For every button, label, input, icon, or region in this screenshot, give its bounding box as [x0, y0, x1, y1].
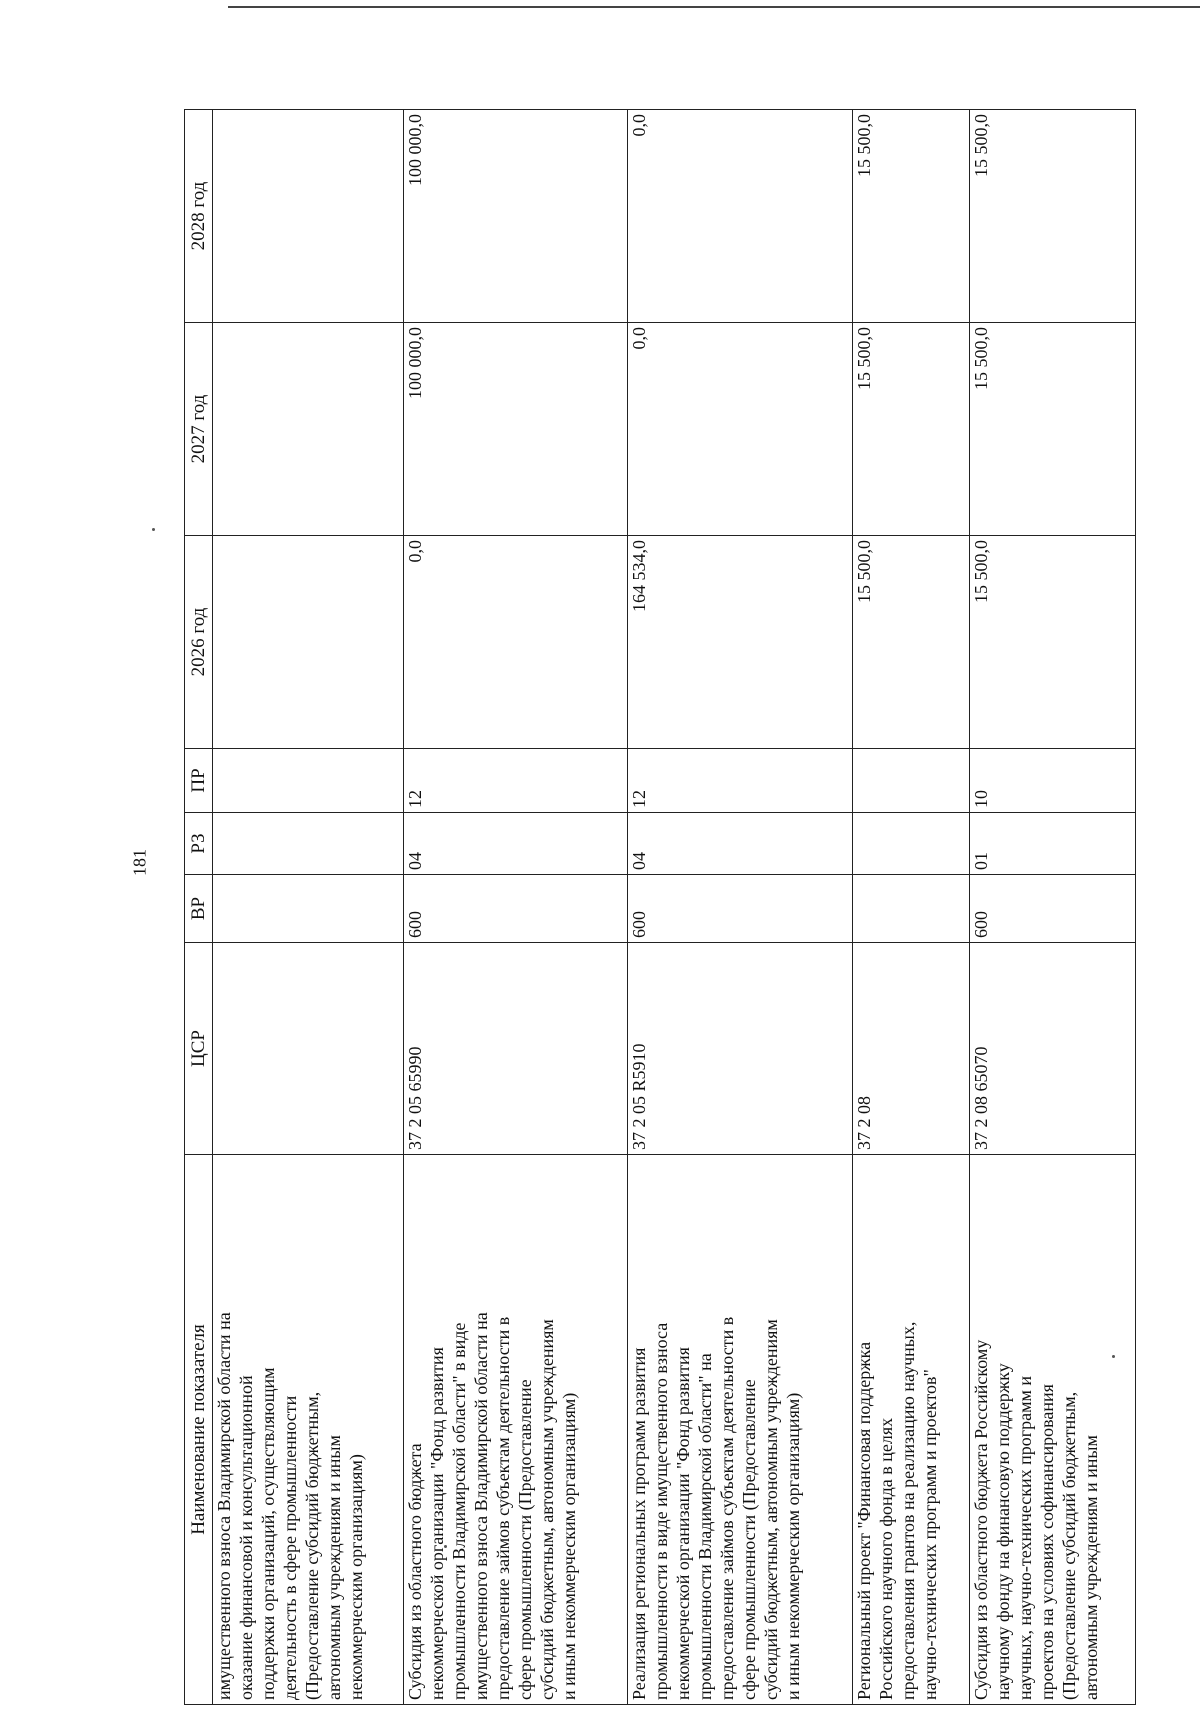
amount-2026-cell: 0,0	[403, 536, 628, 749]
header-year-2028: 2028 год	[185, 110, 213, 323]
vr-cell	[853, 875, 970, 943]
rz-cell: 01	[969, 813, 1135, 875]
csr-cell: 37 2 08	[853, 943, 970, 1155]
name-line: Реализация региональных программ развития	[629, 1347, 650, 1700]
name-line: поддержки организаций, осуществляющим	[257, 1367, 278, 1700]
name-line: (Предоставление субсидий бюджетным,	[301, 1391, 322, 1700]
name-line: проектов на условиях софинансирования	[1036, 1384, 1057, 1700]
table-row	[853, 110, 970, 1705]
amount-2028-cell	[213, 110, 404, 323]
name-line: имущественного взноса Владимирской области на	[470, 1312, 491, 1700]
row-name-cell	[213, 1155, 404, 1705]
amount-2026-cell	[213, 536, 404, 749]
vr-cell: 600	[403, 875, 628, 943]
header-year-2026: 2026 год	[185, 536, 213, 749]
page-number: 181	[129, 849, 150, 876]
name-line: промышленности в виде имущественного взноса	[651, 1322, 672, 1700]
table-row	[403, 110, 628, 1705]
row-name-cell	[969, 1155, 1135, 1705]
top-border-line	[228, 6, 1200, 8]
header-vr: ВР	[185, 875, 213, 943]
header-name: Наименование показателя	[185, 1155, 213, 1705]
table-row	[628, 110, 853, 1705]
name-line: Субсидия из областного бюджета	[404, 1443, 425, 1700]
pr-cell: 10	[969, 749, 1135, 813]
name-line: предоставление займов субъектам деятельности в	[492, 1316, 513, 1700]
rz-cell	[213, 813, 404, 875]
csr-cell: 37 2 05 65990	[403, 943, 628, 1155]
row-name-cell	[403, 1155, 628, 1705]
pr-cell: 12	[403, 749, 628, 813]
rz-cell	[853, 813, 970, 875]
name-line: Субсидия из областного бюджета Российскому	[970, 1339, 991, 1700]
name-line: сфере промышленности (Предоставление	[514, 1379, 535, 1700]
csr-cell: 37 2 05 R5910	[628, 943, 853, 1155]
header-rz: РЗ	[185, 813, 213, 875]
amount-2027-cell: 15 500,0	[853, 323, 970, 536]
name-line: (Предоставление субсидий бюджетным,	[1058, 1391, 1079, 1700]
name-line: оказание финансовой и консультационной	[235, 1375, 256, 1700]
name-line: предоставления грантов на реализацию научных,	[897, 1321, 918, 1700]
name-line: и иным некоммерческим организациям)	[783, 1392, 804, 1700]
amount-2026-cell: 164 534,0	[628, 536, 853, 749]
budget-table	[184, 109, 1136, 1705]
name-line: некоммерческой организации "Фонд развития	[673, 1347, 694, 1700]
amount-2027-cell: 100 000,0	[403, 323, 628, 536]
name-line: научному фонду на финансовую поддержку	[992, 1363, 1013, 1700]
amount-2027-cell: 0,0	[628, 323, 853, 536]
row-name-cell	[628, 1155, 853, 1705]
name-line: некоммерческой организации "Фонд развития	[426, 1347, 447, 1700]
name-line: имущественного взноса Владимирской области на	[214, 1312, 234, 1700]
amount-2028-cell: 100 000,0	[403, 110, 628, 323]
vr-cell: 600	[628, 875, 853, 943]
amount-2027-cell	[213, 323, 404, 536]
row-name-cell	[853, 1155, 970, 1705]
name-line: деятельность в сфере промышленности	[279, 1395, 300, 1700]
header-pr: ПР	[185, 749, 213, 813]
pr-cell	[853, 749, 970, 813]
name-line: субсидий бюджетным, автономным учреждениям	[536, 1319, 557, 1700]
amount-2028-cell: 15 500,0	[853, 110, 970, 323]
pr-cell	[213, 749, 404, 813]
name-line: промышленности Владимирской области" в виде	[448, 1322, 469, 1700]
name-line: научных, научно-технических программ и	[1014, 1375, 1035, 1700]
scan-speck	[152, 528, 155, 531]
table-row	[969, 110, 1135, 1705]
vr-cell	[213, 875, 404, 943]
amount-2028-cell: 0,0	[628, 110, 853, 323]
name-line: Российского научного фонда в целях	[875, 1417, 896, 1700]
table-row	[213, 110, 404, 1705]
header-csr: ЦСР	[185, 943, 213, 1155]
rz-cell: 04	[628, 813, 853, 875]
name-line: некоммерческим организациям)	[345, 1454, 366, 1700]
name-line: Региональный проект "Финансовая поддержка	[854, 1341, 874, 1700]
rotated-table-container	[184, 109, 1136, 1705]
header-year-2027: 2027 год	[185, 323, 213, 536]
vr-cell: 600	[969, 875, 1135, 943]
amount-2028-cell: 15 500,0	[969, 110, 1135, 323]
name-line: сфере промышленности (Предоставление	[739, 1379, 760, 1700]
name-line: и иным некоммерческим организациям)	[558, 1392, 579, 1700]
amount-2026-cell: 15 500,0	[853, 536, 970, 749]
csr-cell	[213, 943, 404, 1155]
name-line: промышленности Владимирской области" на	[695, 1353, 716, 1700]
amount-2026-cell: 15 500,0	[969, 536, 1135, 749]
amount-2027-cell: 15 500,0	[969, 323, 1135, 536]
name-line: предоставление займов субъектам деятельности в	[717, 1316, 738, 1700]
table-header-row	[185, 110, 213, 1705]
name-line: субсидий бюджетным, автономным учреждениям	[761, 1319, 782, 1700]
csr-cell: 37 2 08 65070	[969, 943, 1135, 1155]
name-line: научно-технических программ и проектов"	[919, 1369, 940, 1700]
name-line: автономным учреждениям и иным	[1080, 1435, 1101, 1700]
rz-cell: 04	[403, 813, 628, 875]
name-line: автономным учреждениям и иным	[323, 1435, 344, 1700]
pr-cell: 12	[628, 749, 853, 813]
